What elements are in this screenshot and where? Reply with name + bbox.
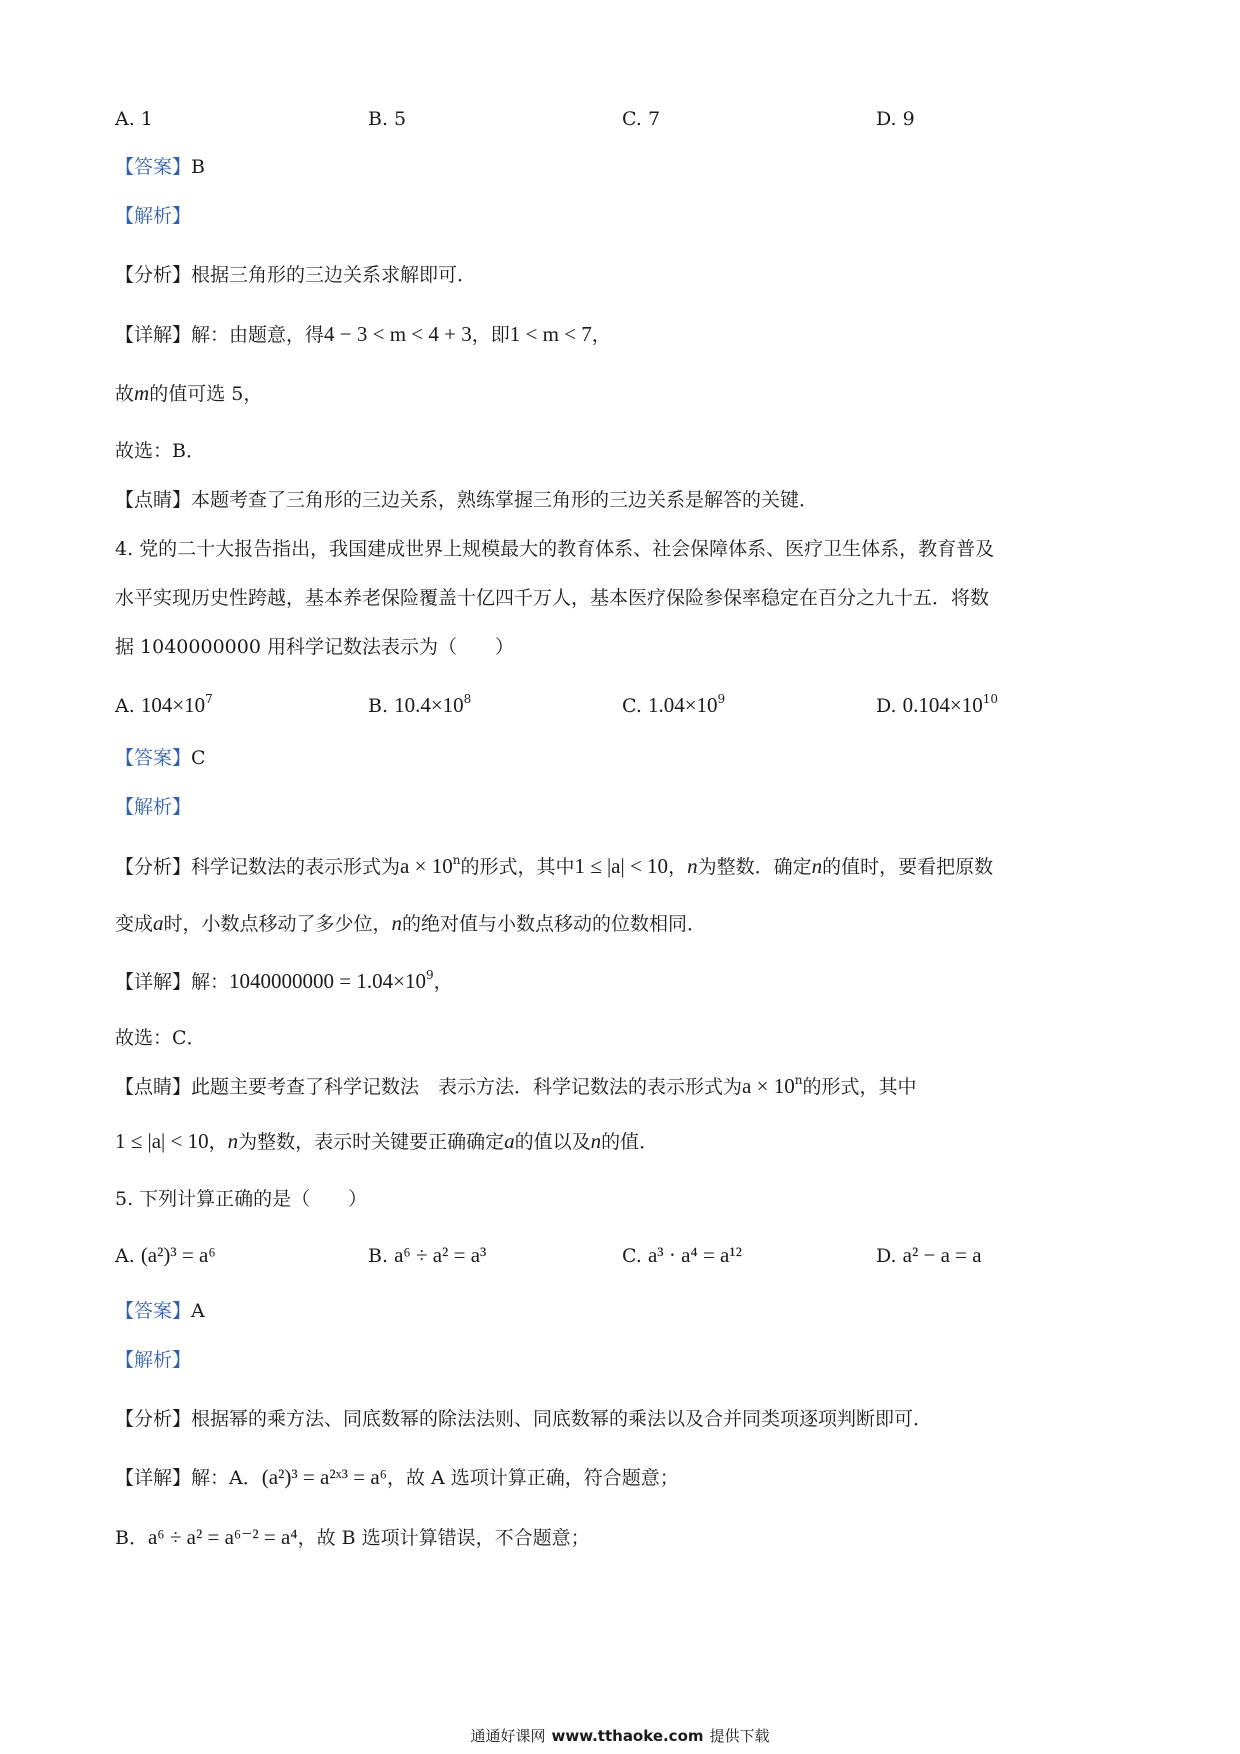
text: 解： [191,971,230,993]
inequality: 1 < m < 7 [509,322,592,346]
option-base: 104×10 [140,693,206,717]
fenxi-text: 根据幂的乘方法、同底数幂的除法法则、同底数幂的乘法以及合并同类项逐项判断即可． [191,1408,933,1430]
fenxi-text: 根据三角形的三边关系求解即可． [191,264,477,286]
q3-fenxi [115,260,476,290]
answer-tag: 【答案】 [115,747,192,769]
formula: a × 10 [400,854,453,878]
option-letter: D. [876,695,897,717]
option-expr: a² − a = a [902,1243,982,1267]
q5-xiangjie [115,1462,679,1493]
answer-value: B [191,156,205,178]
answer-value: A [191,1300,205,1322]
option-letter: A. [115,695,135,717]
footer-url[interactable]: www.tthaoke.com [551,1727,704,1745]
text: 的形式，其中 [460,856,575,878]
text: 的值以及 [514,1131,591,1153]
text: 时，小数点移动了多少位， [163,913,392,935]
inequality: 4 − 3 < m < 4 + 3 [324,322,472,346]
q5-stem: 5. 下列计算正确的是（ ） [115,1188,368,1210]
q3-answer [115,152,205,182]
text: ，故 A 选项计算正确，符合题意； [386,1467,679,1489]
q3-analysis-tag: 【解析】 [115,205,192,227]
q4-dianjing-line-2 [115,1126,658,1157]
fenxi-tag: 【分析】 [115,264,192,286]
xiangjie-tag: 【详解】 [115,324,192,346]
q4-option-a [115,690,213,721]
xiangjie-tag: 【详解】 [115,971,192,993]
q4-option-d [876,690,998,721]
q4-stem-line-2: 水平实现历史性跨越，基本养老保险覆盖十亿四千万人，基本医疗保险参保率稳定在百分之九十五．将数 [115,587,990,609]
text: 的绝对值与小数点移动的位数相同． [402,913,707,935]
text: 科学记数法的表示形式为 [191,856,401,878]
dianjing-tag: 【点睛】 [115,489,192,511]
option-base: 10.4×10 [394,693,464,717]
q4-stem-line-1: 4. 党的二十大报告指出，我国建成世界上规模最大的教育体系、社会保障体系、医疗卫生体系，教育普及 [115,538,995,560]
xiangjie-text: 解：由题意，得 [191,324,325,346]
q3-dianjing [115,485,818,515]
dianjing-tag: 【点睛】 [115,1076,192,1098]
text: ，故 B 选项计算错误，不合题意； [297,1527,590,1549]
formula-exp: n [794,1073,803,1087]
option-exp: 9 [717,692,726,706]
xiangjie-tag: 【详解】 [115,1467,192,1489]
option-expr: a⁶ ÷ a² = a³ [394,1243,487,1267]
var-n: n [227,1129,239,1153]
text: ， [208,1131,228,1153]
text: B． [115,1527,148,1549]
var-n: n [687,854,698,878]
text: 为整数．确定 [697,856,812,878]
text: 故 [115,383,135,405]
q4-xiangjie [115,966,453,997]
q4-dianjing-line-1 [115,1071,916,1102]
equation: 1040000000 = 1.04×10 [229,969,426,993]
q4-analysis-tag: 【解析】 [115,796,192,818]
equation-exp: 9 [425,968,434,982]
option-expr: a³ · a⁴ = a¹² [647,1243,742,1267]
q3-option-c: C. 7 [622,108,661,130]
option-letter: B. [368,695,389,717]
q5-option-b [368,1240,486,1271]
xiangjie-text: ，即 [471,324,510,346]
dianjing-text: 本题考查了三角形的三边关系，熟练掌握三角形的三边关系是解答的关键． [191,489,819,511]
option-letter: C. [622,695,642,717]
option-exp: 8 [463,692,472,706]
q4-stem-line-3: 据 1040000000 用科学记数法表示为（ ） [115,636,514,658]
formula-exp: n [452,853,461,867]
equation: (a²)³ = a²ˣ³ = a⁶ [261,1465,387,1489]
text: 解：A． [191,1467,262,1489]
var-n: n [811,854,823,878]
option-letter: B. [368,1245,389,1267]
q5-answer [115,1296,205,1326]
q3-option-a: A. 1 [115,108,153,130]
q4-answer [115,743,206,773]
fenxi-tag: 【分析】 [115,856,192,878]
answer-tag: 【答案】 [115,1300,192,1322]
q3-option-d: D. 9 [876,108,915,130]
fenxi-tag: 【分析】 [115,1408,192,1430]
footer-download-text: 提供下载 [709,1727,770,1745]
xiangjie-text: ， [591,324,611,346]
text: 的值． [601,1131,659,1153]
equation: a⁶ ÷ a² = a⁶⁻² = a⁴ [147,1525,298,1549]
q3-option-b: B. 5 [368,108,407,130]
range: 1 ≤ |a| < 10 [574,854,669,878]
text: 为整数，表示时关键要正确确定 [238,1131,505,1153]
var-m: m [134,381,150,405]
text: 的形式，其中 [802,1076,917,1098]
option-expr: (a²)³ = a⁶ [140,1243,216,1267]
q4-conclusion: 故选：C． [115,1027,206,1049]
q3-xiangjie [115,319,611,350]
option-letter: D. [876,1245,897,1267]
option-letter: C. [622,1245,642,1267]
q3-conclusion: 故选：B． [115,440,205,462]
option-exp: 7 [205,692,213,706]
var-a: a [504,1129,515,1153]
text: ， [668,856,688,878]
q4-fenxi-line-2 [115,908,706,939]
page-footer [0,1726,1240,1746]
q5-fenxi [115,1404,932,1434]
q5-analysis-tag: 【解析】 [115,1349,192,1371]
q5-option-c [622,1240,742,1271]
option-letter: A. [115,1245,135,1267]
answer-tag: 【答案】 [115,156,192,178]
q4-option-b [368,690,471,721]
q5-option-d [876,1240,982,1271]
range: 1 ≤ |a| < 10 [115,1129,209,1153]
q5-option-b-check [115,1522,590,1553]
text: 变成 [115,913,154,935]
q4-fenxi-line-1 [115,851,993,882]
formula: a × 10 [742,1074,795,1098]
answer-value: C [191,747,206,769]
q5-option-a [115,1240,216,1271]
q4-option-c [622,690,725,721]
text: 的值可选 5， [149,383,263,405]
var-n: n [391,911,403,935]
option-base: 0.104×10 [902,693,983,717]
text: 此题主要考查了科学记数法 表示方法．科学记数法的表示形式为 [191,1076,743,1098]
var-n: n [590,1129,602,1153]
var-a: a [153,911,164,935]
text: ， [433,971,453,993]
q3-value-line [115,378,262,409]
text: 的值时，要看把原数 [822,856,994,878]
option-base: 1.04×10 [647,693,718,717]
footer-site-name: 通通好课网 [470,1727,546,1745]
option-exp: 10 [982,692,999,706]
